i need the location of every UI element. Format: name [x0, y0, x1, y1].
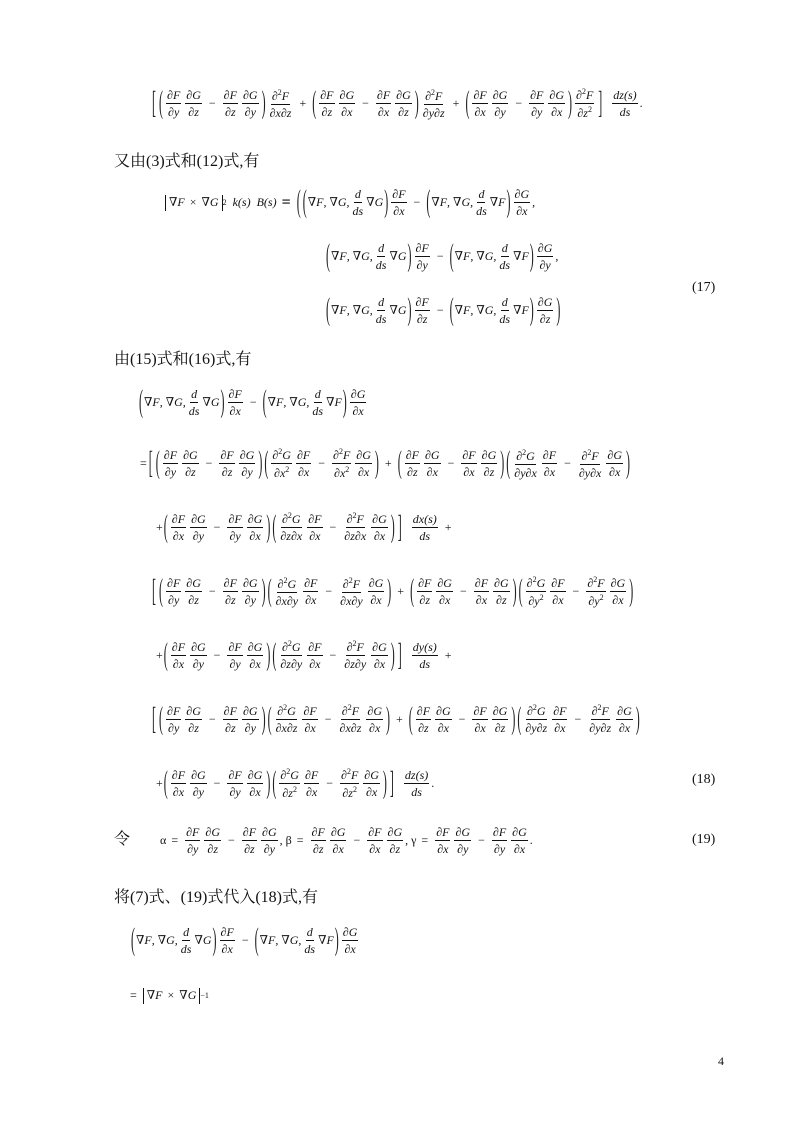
equation-17-row-2: ( ∇ F , ∇ G , d ds ∇ G ) ∂F ∂y − ( ∇ F , ∇ G , d ds ∇ F ) ∂G ∂y ,: [326, 237, 559, 274]
equation-18-row-6: + ( ∂F ∂x ∂G ∂y − $\frac{\partial F}{\partial y}$ ∂G ∂x ) ( ∂$^2$G $\partial z^2$ ∂F ∂x − $\frac{\partial^2F}{\partial z^2}$ ∂G ∂x ) ] dz(s) ds .: [156, 764, 435, 801]
page-number: 4: [718, 1054, 724, 1068]
prose-line-2: 由(15)式和(16)式,有: [114, 351, 252, 368]
equation-18-row-2: + ( ∂F ∂x ∂G ∂y − $\frac{\partial F}{\partial y}$ ∂G ∂x ) ( ∂$^2$G ∂z∂x ∂F ∂x − $\frac{\partial^2F}{\partial z\partial x}$ ∂G ∂x ) ] dx(s) ds +: [156, 507, 452, 544]
equation-17-row-3: ( ∇ F , ∇ G , d ds ∇ G ) ∂F ∂z − ( ∇ F , ∇ G , d ds ∇ F ) ∂G ∂z ): [326, 291, 561, 328]
equation-number-18: (18): [692, 772, 716, 787]
prose-line-1: 又由(3)式和(12)式,有: [114, 153, 260, 170]
prose-line-3: 将(7)式、(19)式代入(18)式,有: [114, 889, 318, 906]
prose-let: 令: [114, 831, 131, 848]
equation-fragment-dz: [ ( ∂F ∂y ∂G ∂z − $\frac{\partial F}{\partial z}$ ∂G ∂y ) ∂$^2$F ∂x∂z + ( ∂F ∂z ∂G ∂x − $\frac{\partial F}{\partial x}$ ∂G ∂z ) ∂$^2$F ∂y∂z + ( ∂F ∂x ∂G ∂y − $\frac{\partial F}{\partial y}$ ∂G ∂x ) ∂$^2$F $\partial z^2$ ] dz(s) ds .: [152, 84, 643, 121]
equation-18-lhs: ( ∇ F , ∇ G , d ds ∇ G ) ∂F ∂x − ( ∇ F , ∇ G , d ds ∇ F ) ∂G ∂x: [139, 383, 366, 420]
equation-number-19: (19): [692, 832, 716, 847]
equation-18-row-3: [ ( ∂F ∂y ∂G ∂z − $\frac{\partial F}{\partial z}$ ∂G ∂y ) ( ∂$^2$G ∂x∂y ∂F ∂x − $\frac{\partial^2F}{\partial x\partial y}$ ∂G ∂x ) + ( ∂F ∂z ∂G ∂x − $\frac{\partial F}{\partial x}$ ∂G ∂z ) ( ∂$^2$G $\partial y^2$ ∂F ∂x − $\frac{\partial^2F}{\partial y^2}$ ∂G ∂x ): [152, 572, 634, 609]
equation-18-row-1: = [ ( ∂F ∂y ∂G ∂z − $\frac{\partial F}{\partial z}$ ∂G ∂y ) ( ∂$^2$G $\partial x^2$ ∂F ∂x − $\frac{\partial^2F}{\partial x^2}$ ∂G ∂x ) + ( ∂F ∂z ∂G ∂x − $\frac{\partial F}{\partial x}$ ∂G ∂z ) ( ∂$^2$G ∂y∂x ∂F ∂x − $\frac{\partial^2F}{\partial y\partial x}$ ∂G ∂x ): [140, 444, 630, 481]
equation-number-17: (17): [692, 280, 716, 295]
equation-20-rhs: = ∇ F × ∇ G −1: [130, 988, 209, 1002]
equation-20-lhs: ( ∇ F , ∇ G , d ds ∇ G ) ∂F ∂x − ( ∇ F , ∇ G , d ds ∇ F ) ∂G ∂x: [131, 921, 358, 958]
equation-18-row-5: [ ( ∂F ∂y ∂G ∂z − $\frac{\partial F}{\partial z}$ ∂G ∂y ) ( ∂$^2$G ∂x∂z ∂F ∂x − $\frac{\partial^2F}{\partial x\partial z}$ ∂G ∂x ) + ( ∂F ∂z ∂G ∂x − $\frac{\partial F}{\partial x}$ ∂G ∂z ) ( ∂$^2$G ∂y∂z ∂F ∂x − $\frac{\partial^2F}{\partial y\partial z}$ ∂G ∂x ): [152, 699, 640, 736]
equation-17-row-1: ∇ F × ∇ G 2 k ( s ) B ( s ) = ( ( ∇ F , ∇ G , d ds ∇ G ) ∂F ∂x − ( ∇ F , ∇ G , d ds ∇ F ) ∂G ∂x ,: [165, 188, 535, 217]
equation-19: 令 α = $\frac{\partial F}{\partial y}$ ∂G ∂z − $\frac{\partial F}{\partial z}$ ∂G ∂y , β = $\frac{\partial F}{\partial z}$ ∂G ∂x − $\frac{\partial F}{\partial x}$ ∂G ∂z , γ = $\frac{\partial F}{\partial x}$ ∂G ∂y − $\frac{\partial F}{\partial y}$ ∂G ∂x .: [114, 825, 533, 856]
equation-18-row-4: + ( ∂F ∂x ∂G ∂y − $\frac{\partial F}{\partial y}$ ∂G ∂x ) ( ∂$^2$G ∂z∂y ∂F ∂x − $\frac{\partial^2F}{\partial z\partial y}$ ∂G ∂x ) ] dy(s) ds +: [156, 635, 452, 672]
